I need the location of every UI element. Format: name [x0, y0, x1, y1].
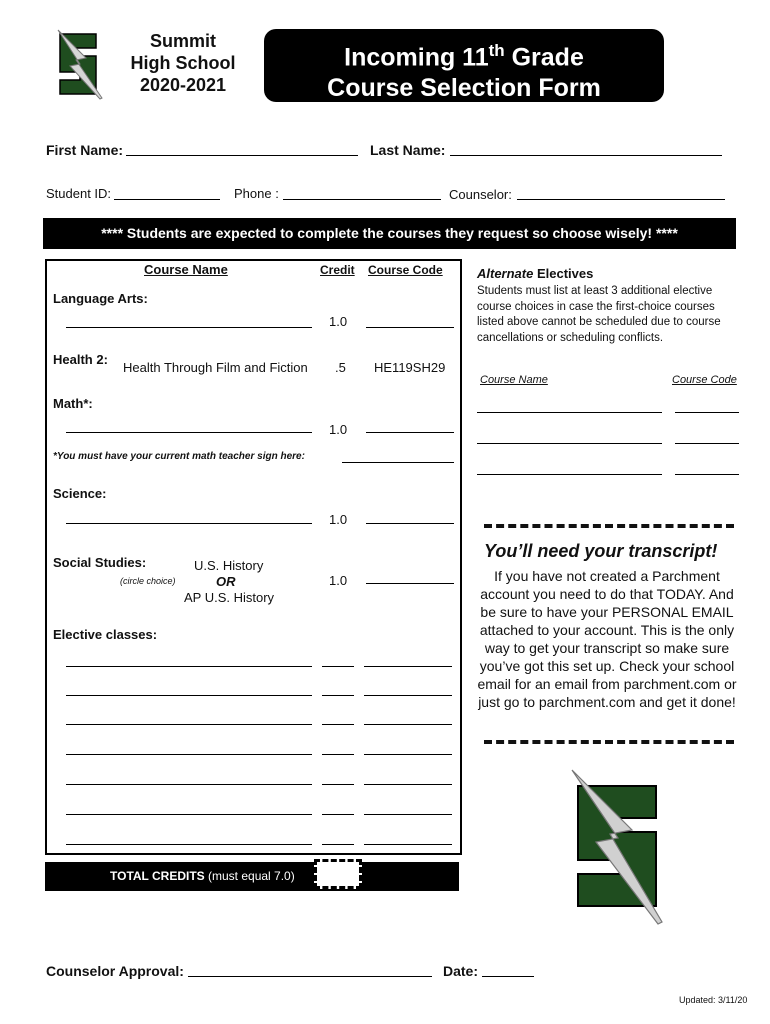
phone-field[interactable]: [283, 199, 441, 200]
col-course-name: Course Name: [144, 262, 228, 277]
math-teacher-note: *You must have your current math teacher sign here:: [53, 451, 305, 462]
science-credit: 1.0: [329, 512, 348, 527]
updated-date: Updated: 3/11/20: [679, 995, 748, 1005]
transcript-top-divider: [484, 524, 734, 528]
elective-code-field[interactable]: [364, 666, 452, 667]
elective-course-field[interactable]: [66, 784, 312, 785]
alt-col-course-code: Course Code: [672, 374, 737, 386]
elective-course-field[interactable]: [66, 695, 312, 696]
elective-credit-field[interactable]: [322, 695, 354, 696]
alt-course-field[interactable]: [477, 443, 662, 444]
circle-choice-note: (circle choice): [120, 576, 176, 586]
math-label: Math*:: [53, 396, 93, 411]
total-credits-label: TOTAL CREDITS: [110, 869, 205, 883]
warning-banner: **** Students are expected to complete the courses they request so choose wisely! ****: [43, 218, 736, 249]
title-pre: Incoming 11: [344, 43, 489, 72]
alternates-instructions: Students must list at least 3 additional elective course choices in case the first-choice courses listed above cannot be scheduled due to course cancellations or scheduling conflicts.: [477, 285, 721, 344]
form-title: [264, 29, 664, 102]
elective-code-field[interactable]: [364, 844, 452, 845]
elective-credit-field[interactable]: [322, 814, 354, 815]
social-studies-code-field[interactable]: [366, 583, 454, 584]
title-sup: th: [488, 41, 505, 60]
alt-col-course-name: Course Name: [480, 374, 548, 386]
health-credit: .5: [335, 360, 346, 375]
last-name-label: Last Name:: [370, 142, 446, 158]
last-name-field[interactable]: [450, 155, 722, 156]
school-year: 2020-2021: [139, 75, 227, 95]
school-logo-large: [568, 766, 666, 926]
school-name: [120, 30, 246, 96]
student-id-field[interactable]: [114, 199, 220, 200]
counselor-approval-field[interactable]: [188, 976, 432, 977]
language-arts-code-field[interactable]: [366, 327, 454, 328]
elective-code-field[interactable]: [364, 784, 452, 785]
alternates-title-italic: Alternate: [477, 266, 534, 281]
elective-credit-field[interactable]: [322, 724, 354, 725]
title-line2: Course Selection Form: [327, 74, 601, 103]
alternates-title: [477, 266, 593, 281]
elective-credit-field[interactable]: [322, 784, 354, 785]
elective-course-field[interactable]: [66, 844, 312, 845]
elective-credit-field[interactable]: [322, 844, 354, 845]
alt-course-field[interactable]: [477, 412, 662, 413]
school-logo: [56, 28, 106, 100]
school-name-line1: Summit: [149, 31, 216, 51]
math-credit: 1.0: [329, 422, 348, 437]
language-arts-course-field[interactable]: [66, 327, 312, 328]
transcript-bottom-divider: [484, 740, 734, 744]
science-course-field[interactable]: [66, 523, 312, 524]
first-name-field[interactable]: [126, 155, 358, 156]
col-course-code: Course Code: [368, 263, 443, 277]
elective-code-field[interactable]: [364, 754, 452, 755]
elective-code-field[interactable]: [364, 695, 452, 696]
counselor-approval-label: Counselor Approval:: [46, 963, 184, 979]
elective-course-field[interactable]: [66, 724, 312, 725]
science-label: Science:: [53, 486, 107, 501]
science-code-field[interactable]: [366, 523, 454, 524]
ss-option-us-history[interactable]: U.S. History: [194, 558, 264, 573]
title-post: Grade: [504, 43, 584, 72]
phone-label: Phone :: [234, 186, 279, 201]
student-id-label: Student ID:: [46, 186, 112, 201]
alt-code-field[interactable]: [675, 412, 739, 413]
social-studies-credit: 1.0: [329, 573, 348, 588]
language-arts-credit: 1.0: [329, 314, 348, 329]
col-credit: Credit: [320, 263, 355, 277]
counselor-field[interactable]: [517, 199, 725, 200]
health-code: HE119SH29: [374, 360, 446, 375]
alt-course-field[interactable]: [477, 474, 662, 475]
math-code-field[interactable]: [366, 432, 454, 433]
total-credits-field[interactable]: [314, 859, 362, 889]
elective-credit-field[interactable]: [322, 666, 354, 667]
elective-course-field[interactable]: [66, 814, 312, 815]
elective-credit-field[interactable]: [322, 754, 354, 755]
first-name-label: First Name:: [46, 142, 124, 158]
transcript-body: If you have not created a Parchment account you need to do that TODAY. And be sure to have your PERSONAL EMAIL attached to your account. This is the only way to get your transcript so make sure you’ve got this set up. Check your school email for an email from parchment.com or just go to parchment.com and get it done!: [477, 568, 737, 710]
alt-code-field[interactable]: [675, 443, 739, 444]
alt-code-field[interactable]: [675, 474, 739, 475]
math-teacher-signature-field[interactable]: [342, 462, 454, 463]
elective-code-field[interactable]: [364, 814, 452, 815]
elective-code-field[interactable]: [364, 724, 452, 725]
elective-course-field[interactable]: [66, 666, 312, 667]
elective-course-field[interactable]: [66, 754, 312, 755]
elective-label: Elective classes:: [53, 627, 158, 642]
ss-or: OR: [216, 574, 236, 589]
total-credits-bar: [45, 862, 459, 891]
math-course-field[interactable]: [66, 432, 312, 433]
school-name-line2: High School: [130, 53, 236, 73]
alternates-title-rest: Electives: [533, 266, 594, 281]
health-course: Health Through Film and Fiction: [123, 360, 308, 375]
language-arts-label: Language Arts:: [53, 291, 148, 306]
date-field[interactable]: [482, 976, 534, 977]
total-credits-note: (must equal 7.0): [204, 869, 295, 883]
social-studies-label: Social Studies:: [53, 555, 147, 570]
ss-option-ap-us-history[interactable]: AP U.S. History: [184, 590, 275, 605]
counselor-label: Counselor:: [449, 187, 512, 202]
date-label: Date:: [443, 963, 479, 979]
health-label: Health 2:: [53, 352, 108, 367]
transcript-heading: You’ll need your transcript!: [484, 541, 718, 561]
